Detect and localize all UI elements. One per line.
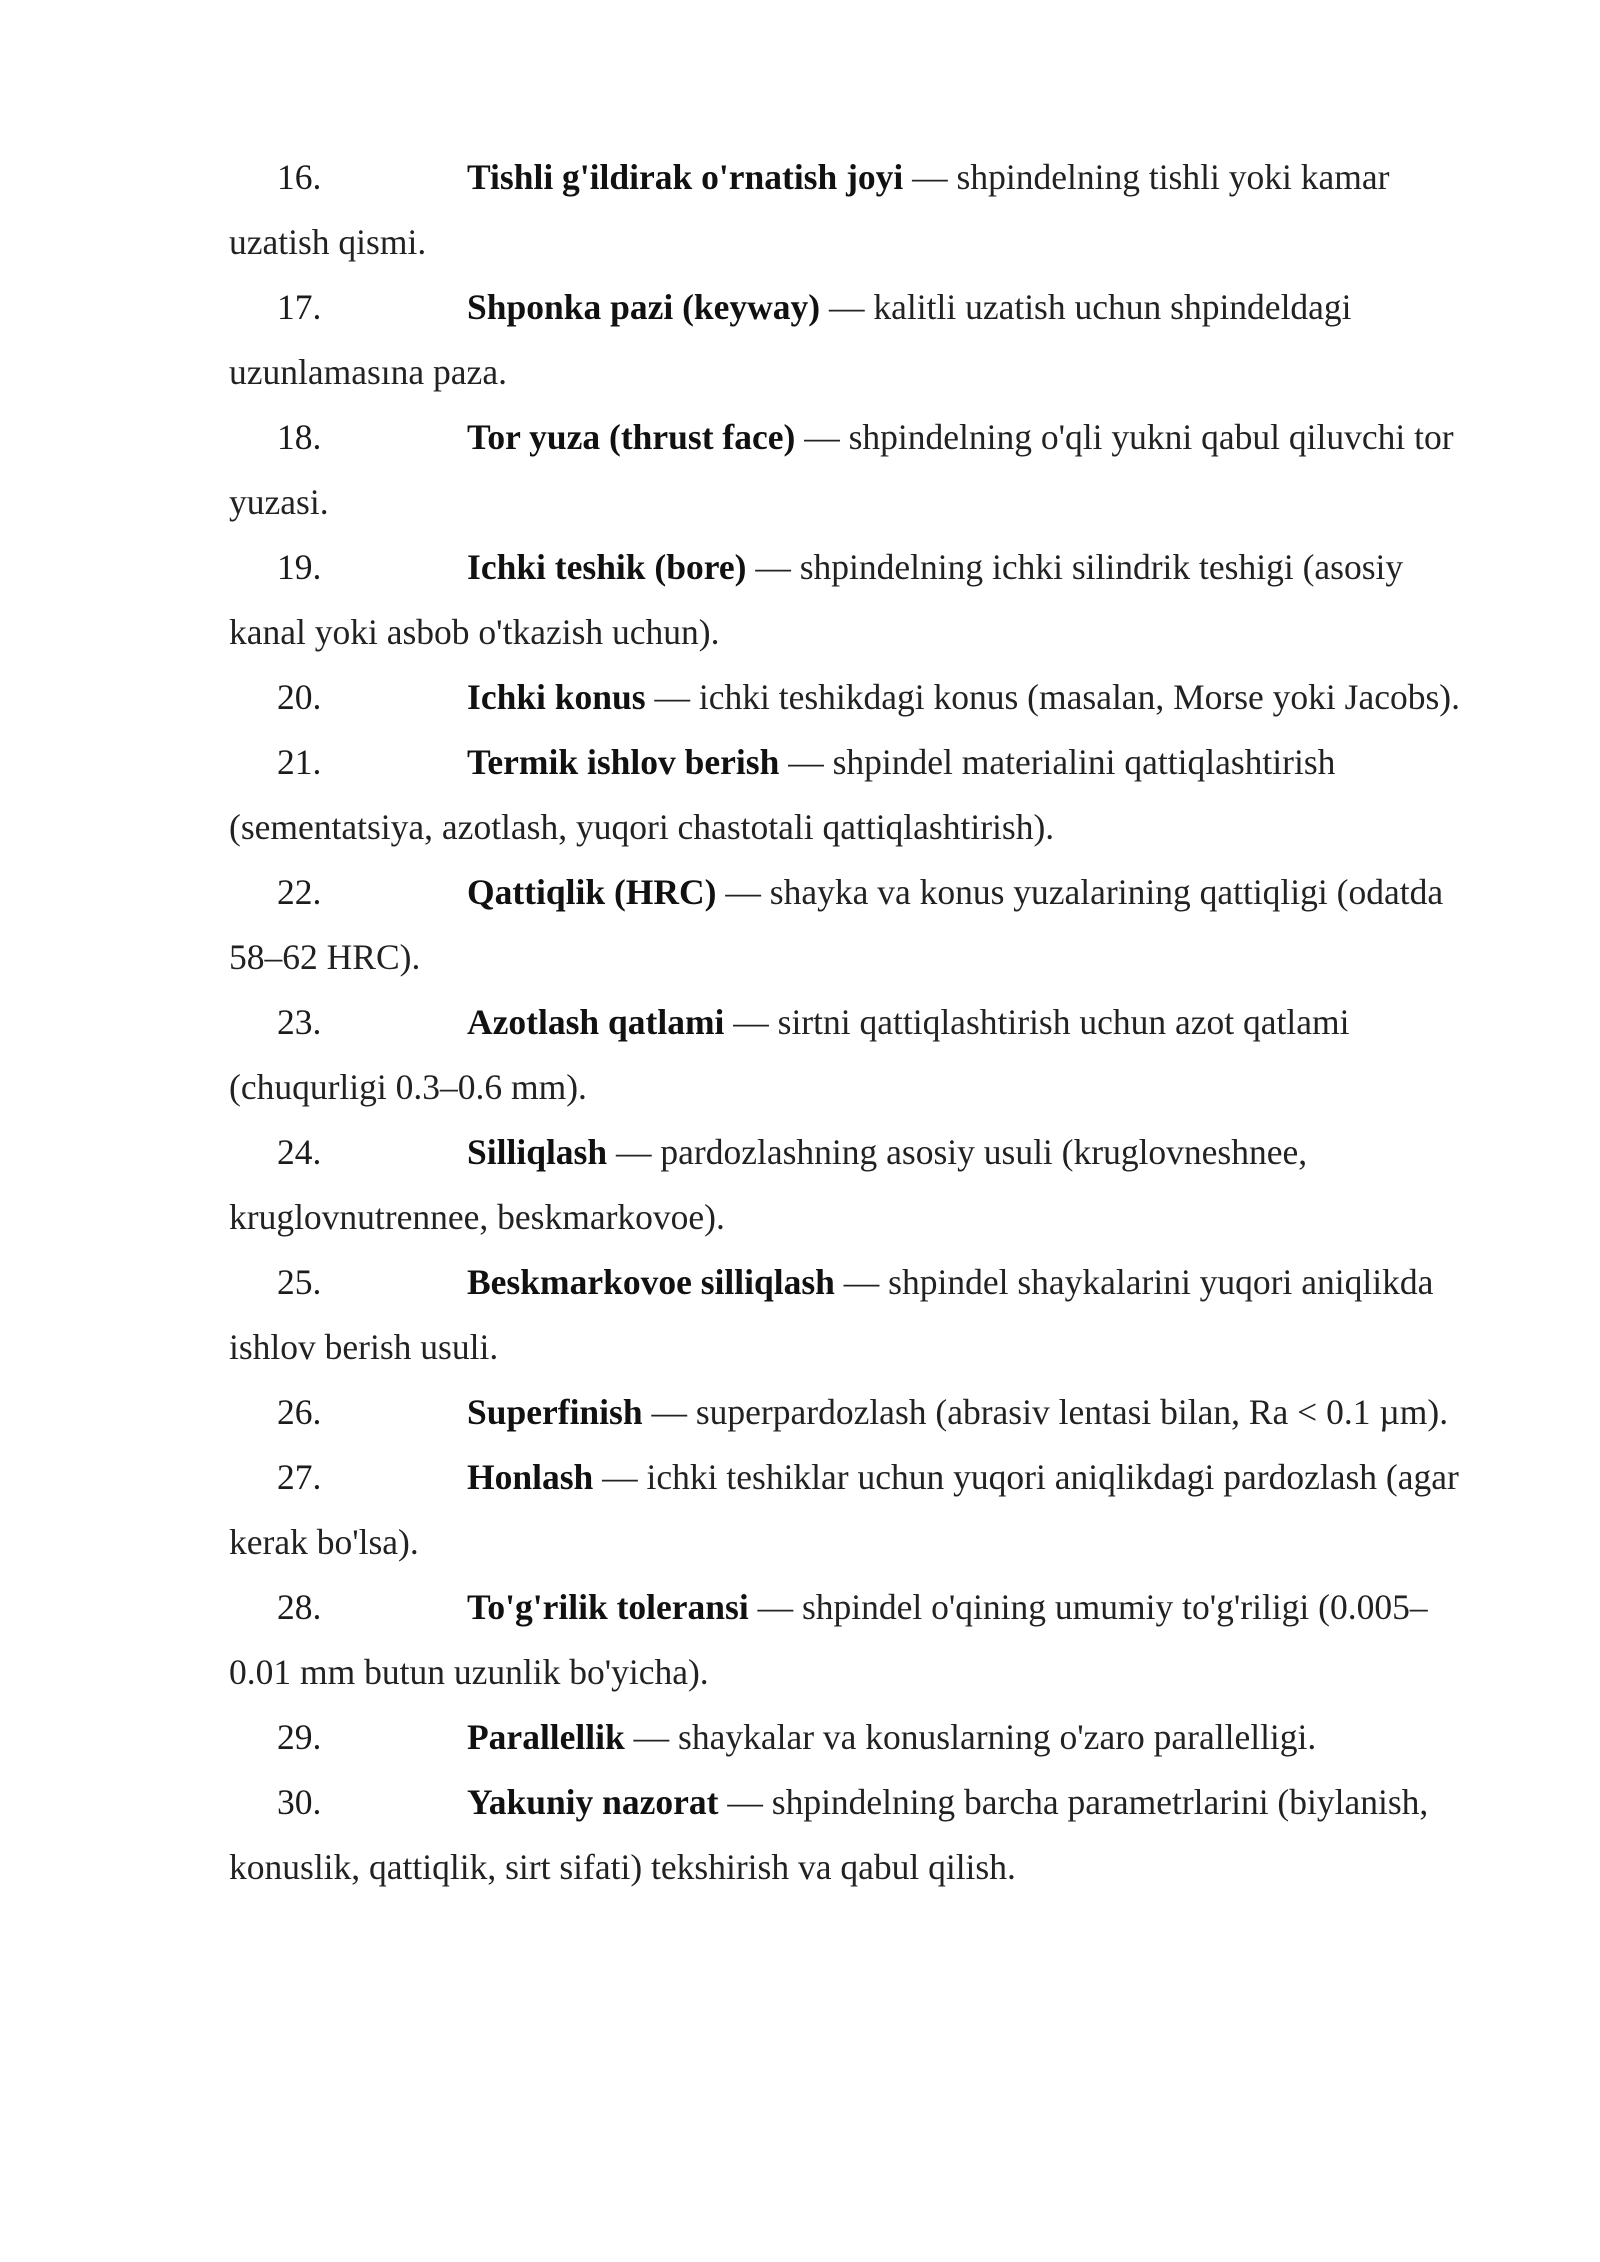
item-description: — shpindelning ichki silindrik teshigi (asosiy kanal yoki asbob o'tkazish uchun). <box>229 547 1404 652</box>
item-term: Superfinish <box>467 1392 643 1432</box>
item-term: Qattiqlik (HRC) <box>467 872 717 912</box>
item-description: — sirtni qattiqlashtirish uchun azot qatlami (chuqurligi 0.3–0.6 mm). <box>229 1002 1350 1107</box>
item-number: 19. <box>277 547 322 587</box>
item-description: — shpindel o'qining umumiy to'g'riligi (0.005–0.01 mm butun uzunlik bo'yicha). <box>229 1587 1428 1692</box>
item-description: — shpindelning o'qli yukni qabul qiluvchi tor yuzasi. <box>229 417 1454 522</box>
item-number: 27. <box>277 1457 322 1497</box>
list-item <box>229 1705 1483 1770</box>
item-term: Ichki konus <box>467 677 646 717</box>
list-item <box>229 275 1483 405</box>
glossary-list <box>229 145 1483 1900</box>
item-description: — shpindelning barcha parametrlarini (biylanish, konuslik, qattiqlik, sirt sifati) tekshirish va qabul qilish. <box>229 1782 1429 1887</box>
list-item <box>229 145 1483 275</box>
item-term: Shponka pazi (keyway) <box>467 287 821 327</box>
list-item <box>229 860 1483 990</box>
list-item <box>229 1575 1483 1705</box>
item-term: To'g'rilik toleransi <box>467 1587 749 1627</box>
list-item <box>229 990 1483 1120</box>
item-number: 30. <box>277 1782 322 1822</box>
item-description: — superpardozlash (abrasiv lentasi bilan, Ra < 0.1 µm). <box>642 1392 1449 1432</box>
item-number: 18. <box>277 417 322 457</box>
item-term: Azotlash qatlami <box>467 1002 725 1042</box>
list-item <box>229 535 1483 665</box>
item-term: Beskmarkovoe silliqlash <box>467 1262 835 1302</box>
item-term: Termik ishlov berish <box>467 742 780 782</box>
item-description: — shayka va konus yuzalarining qattiqligi (odatda 58–62 HRC). <box>229 872 1444 977</box>
list-item <box>229 730 1483 860</box>
item-number: 24. <box>277 1132 322 1172</box>
item-term: Tishli g'ildirak o'rnatish joyi <box>467 157 904 197</box>
item-description: — shpindelning tishli yoki kamar uzatish qismi. <box>229 157 1390 262</box>
item-description: — pardozlashning asosiy usuli (kruglovneshnee, kruglovnutrennee, beskmarkovoe). <box>229 1132 1308 1237</box>
item-number: 29. <box>277 1717 322 1757</box>
item-description: — shpindel materialini qattiqlashtirish (sementatsiya, azotlash, yuqori chastotali qattiqlashtirish). <box>229 742 1336 847</box>
list-item <box>229 665 1483 730</box>
item-number: 26. <box>277 1392 322 1432</box>
item-number: 28. <box>277 1587 322 1627</box>
item-term: Silliqlash <box>467 1132 608 1172</box>
list-item <box>229 1120 1483 1250</box>
item-term: Tor yuza (thrust face) <box>467 417 796 457</box>
list-item <box>229 1770 1483 1900</box>
item-term: Yakuniy nazorat <box>467 1782 719 1822</box>
item-description: — ichki teshikdagi konus (masalan, Morse yoki Jacobs). <box>645 677 1460 717</box>
list-item <box>229 1250 1483 1380</box>
item-number: 20. <box>277 677 322 717</box>
item-description: — kalitli uzatish uchun shpindeldagi uzunlamasına paza. <box>229 287 1352 392</box>
item-term: Parallellik <box>467 1717 625 1757</box>
item-description: — shaykalar va konuslarning o'zaro parallelligi. <box>624 1717 1317 1757</box>
item-number: 23. <box>277 1002 322 1042</box>
list-item <box>229 1445 1483 1575</box>
item-number: 22. <box>277 872 322 912</box>
item-number: 17. <box>277 287 322 327</box>
item-number: 16. <box>277 157 322 197</box>
list-item <box>229 405 1483 535</box>
item-term: Ichki teshik (bore) <box>467 547 747 587</box>
list-item <box>229 1380 1483 1445</box>
item-number: 21. <box>277 742 322 782</box>
item-description: — shpindel shaykalarini yuqori aniqlikda ishlov berish usuli. <box>229 1262 1434 1367</box>
item-description: — ichki teshiklar uchun yuqori aniqlikdagi pardozlash (agar kerak bo'lsa). <box>229 1457 1459 1562</box>
item-number: 25. <box>277 1262 322 1302</box>
item-term: Honlash <box>467 1457 594 1497</box>
